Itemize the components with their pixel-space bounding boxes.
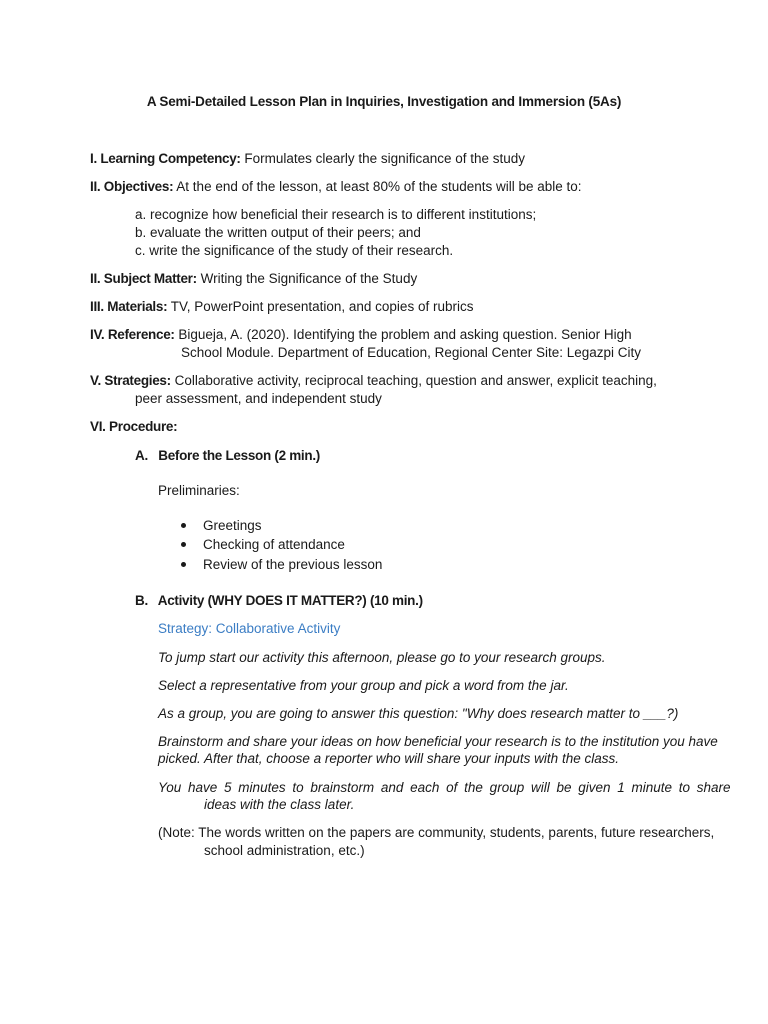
reference-text-continued: School Module. Department of Education, Regional Center Site: Legazpi City — [181, 345, 642, 360]
section-b-heading: B. Activity (WHY DOES IT MATTER?) (10 min.) — [135, 593, 423, 608]
bullet-icon — [181, 562, 186, 567]
bullet-icon — [181, 542, 186, 547]
objective-item: b. evaluate the written output of their peers; and — [135, 225, 421, 240]
activity-paragraph: Brainstorm and share your ideas on how beneficial your research is to the institution you have — [158, 734, 718, 749]
strategies-text: Collaborative activity, reciprocal teaching, question and answer, explicit teaching, — [170, 373, 657, 388]
activity-paragraph: Select a representative from your group and pick a word from the jar. — [158, 678, 569, 693]
strategies-text-continued: peer assessment, and independent study — [135, 391, 382, 406]
strategies-line — [90, 372, 657, 390]
materials-line — [90, 298, 473, 316]
reference-label: IV. Reference: — [90, 327, 175, 342]
activity-paragraph-continued: ideas with the class later. — [204, 797, 355, 812]
bullet-icon — [181, 523, 186, 528]
materials-text: TV, PowerPoint presentation, and copies of rubrics — [167, 299, 474, 314]
preliminary-item: Checking of attendance — [203, 537, 345, 552]
objective-item: c. write the significance of the study of their research. — [135, 243, 454, 258]
note-text-continued: school administration, etc.) — [204, 843, 365, 858]
objectives-text: At the end of the lesson, at least 80% of the students will be able to: — [173, 179, 582, 194]
materials-label: III. Materials: — [90, 299, 168, 314]
strategies-label: V. Strategies: — [90, 373, 171, 388]
subject-matter-label: II. Subject Matter: — [90, 271, 197, 286]
competency-line — [90, 150, 525, 168]
competency-label: I. Learning Competency: — [90, 151, 241, 166]
activity-paragraph: You have 5 minutes to brainstorm and each of the group will be given 1 minute to share — [158, 780, 731, 795]
preliminary-item: Greetings — [203, 518, 262, 533]
objective-item: a. recognize how beneficial their research is to different institutions; — [135, 207, 537, 222]
preliminary-item: Review of the previous lesson — [203, 557, 383, 572]
preliminaries-label: Preliminaries: — [158, 483, 240, 498]
strategy-label: Strategy: Collaborative Activity — [158, 621, 341, 636]
objectives-line — [90, 178, 582, 196]
note-text: (Note: The words written on the papers are community, students, parents, future researchers, — [158, 825, 715, 840]
objectives-label: II. Objectives: — [90, 179, 174, 194]
reference-line — [90, 326, 632, 344]
subject-matter-line — [90, 270, 417, 288]
activity-paragraph: As a group, you are going to answer this question: "Why does research matter to ___?) — [158, 706, 679, 721]
reference-text: Bigueja, A. (2020). Identifying the problem and asking question. Senior High — [174, 327, 632, 342]
procedure-label: VI. Procedure: — [90, 419, 178, 434]
activity-paragraph: To jump start our activity this afternoon, please go to your research groups. — [158, 650, 606, 665]
section-a-heading: A. Before the Lesson (2 min.) — [135, 448, 320, 463]
activity-paragraph-continued: picked. After that, choose a reporter who will share your inputs with the class. — [158, 751, 619, 766]
competency-text: Formulates clearly the significance of the study — [240, 151, 526, 166]
subject-matter-text: Writing the Significance of the Study — [196, 271, 418, 286]
document-title: A Semi-Detailed Lesson Plan in Inquiries, Investigation and Immersion (5As) — [146, 94, 622, 109]
